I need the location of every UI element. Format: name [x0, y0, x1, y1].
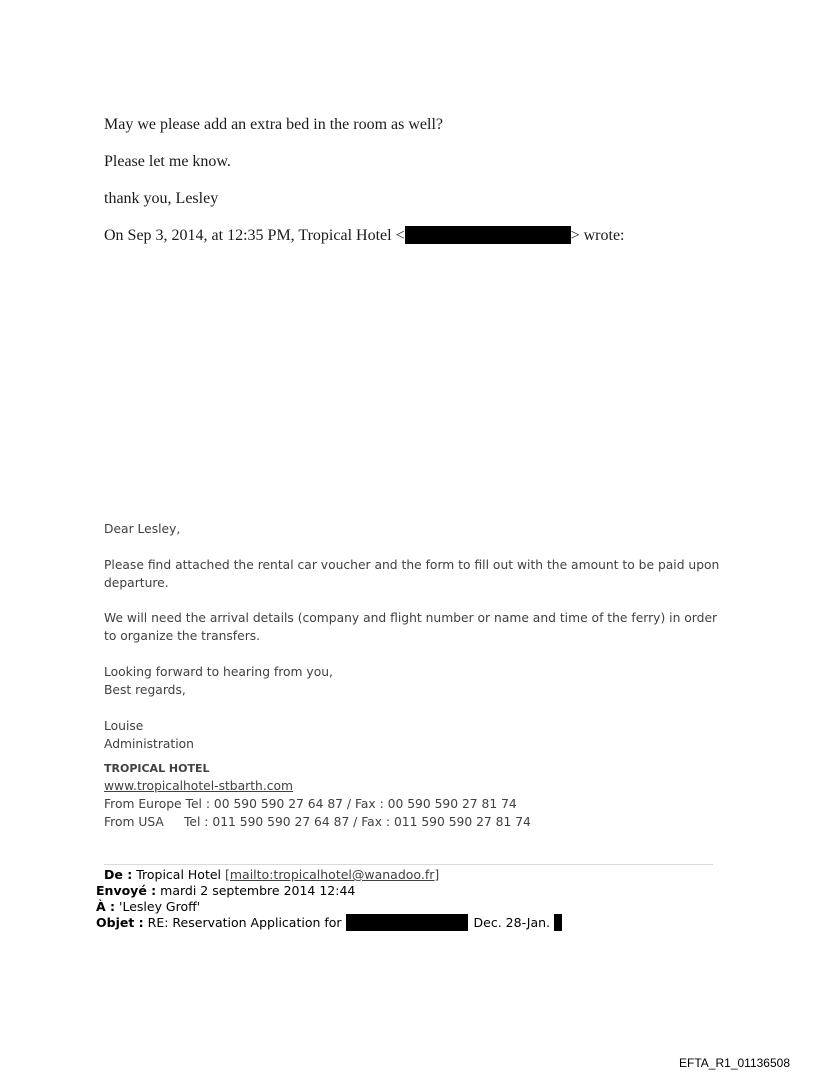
signature-title: Administration [104, 737, 194, 751]
quote-suffix: > wrote: [570, 227, 625, 244]
contact-europe-numbers: Tel : 00 590 590 27 64 87 / Fax : 00 590 590 27 81 74 [185, 797, 517, 811]
header-from [104, 867, 439, 883]
from-mailto-link[interactable]: [mailto:tropicalhotel@wanadoo.fr] [225, 867, 440, 882]
reply-line-1: May we please add an extra bed in the room as well? [104, 116, 443, 133]
company-name: TROPICAL HOTEL [104, 762, 210, 775]
closing-line-1: Looking forward to hearing from you, [104, 665, 333, 679]
to-value: 'Lesley Groff' [119, 899, 201, 914]
contact-usa-numbers: Tel : 011 590 590 27 64 87 / Fax : 011 590 590 27 81 74 [184, 815, 531, 829]
body-paragraph-1-line-2: departure. [104, 576, 169, 590]
subject-redaction-box-end [554, 914, 562, 931]
document-id: EFTA_R1_01136508 [679, 1056, 790, 1070]
header-to [96, 899, 200, 915]
from-label: De : [104, 867, 133, 882]
redaction-box [405, 226, 571, 244]
contact-europe-label: From Europe [104, 797, 182, 811]
sent-value: mardi 2 septembre 2014 12:44 [160, 883, 356, 898]
contact-usa-label: From USA [104, 815, 164, 829]
quote-prefix: On Sep 3, 2014, at 12:35 PM, Tropical Hotel < [104, 227, 405, 244]
contact-usa [104, 813, 531, 831]
website-link[interactable] [104, 777, 293, 795]
sent-label: Envoyé : [96, 883, 157, 898]
header-sent [96, 883, 355, 899]
website-link-text[interactable]: www.tropicalhotel-stbarth.com [104, 779, 293, 793]
body-paragraph-1-line-1: Please find attached the rental car voucher and the form to fill out with the amount to be paid upon [104, 558, 720, 572]
reply-signoff: thank you, Lesley [104, 190, 219, 207]
subject-redaction-box [346, 914, 468, 931]
subject-prefix: RE: Reservation Application for [147, 915, 342, 930]
quote-attribution [104, 227, 625, 245]
greeting: Dear Lesley, [104, 522, 181, 536]
signature-name: Louise [104, 719, 144, 733]
body-paragraph-2-line-2: to organize the transfers. [104, 629, 261, 643]
header-subject [96, 915, 562, 931]
closing-line-2: Best regards, [104, 683, 186, 697]
to-label: À : [96, 899, 116, 914]
subject-dates: Dec. 28-Jan. [473, 915, 551, 930]
from-value: Tropical Hotel [136, 867, 225, 882]
subject-label: Objet : [96, 915, 144, 930]
header-divider [104, 864, 713, 865]
body-paragraph-2-line-1: We will need the arrival details (company and flight number or name and time of the ferry) in order [104, 611, 718, 625]
reply-line-2: Please let me know. [104, 153, 231, 170]
contact-europe [104, 795, 517, 813]
